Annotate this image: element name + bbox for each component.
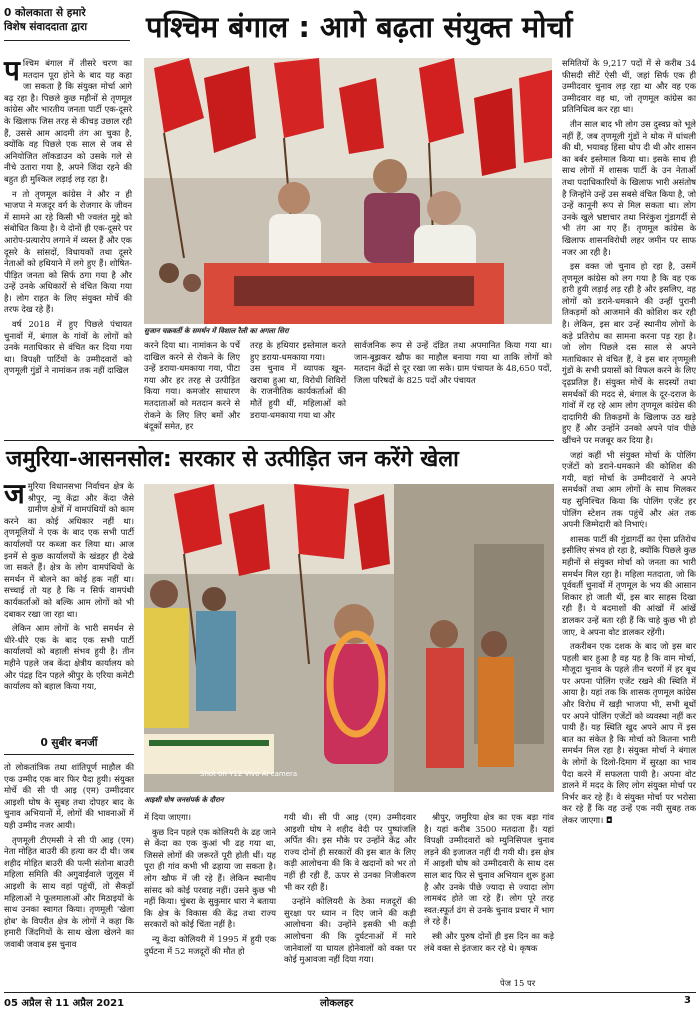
second-photo-caption: आइशी घोष जनसंपर्क के दौरान (144, 796, 224, 804)
second-headline: जमुरिया-आसनसोल: सरकार से उत्पीड़ित जन करेंगे खेला (6, 447, 459, 472)
top-story-right-col (562, 58, 696, 988)
section-divider (4, 440, 554, 441)
bottom-col1-para1: तो लोकतांत्रिक तथा शांतिपूर्ण माहौल की एक उम्मीद एक बार फिर पैदा हुयी। संयुक्त मोर्चे की सी पी आइ (एम) उम्मीदवार आइशी घोष के सुबह तथा दोपहर बाद के चुनाव अभियानों में, लोगों की भावनाओं में यही उम्मीद नजर आयी। (4, 762, 134, 830)
bottom-col1-para2: तृणमूली टीएमसी ने सी पी आइ (एम) नेता मोहित बाउरी की हत्या कर दी थी। जब शहीद मोहित बाउरी की पत्नी संतोना बाउरी महिला समिति की अगुवाईवाले जुलूस में आइशी के साथ वहां पहुंचीं, तो सैकड़ों महिलाओं ने फूलमालाओं और मिठाइयों के साथ उनका स्वागत किया। तृणमूली 'खेला होब' के विपरीत क्षेत्र के लोगों ने कहा कि हमारी जिंदगियों के साथ खेला खेलने का जवाबी जवाब इस चुनाव (4, 834, 134, 949)
top-story-col3: तरह के हथियार इस्तेमाल करते हुए डराया-धमकाया गया। उस चुनाव में व्यापक खून-खराबा हुआ था, विरोधी शिविरों के राजनीतिक कार्यकर्ताओं की मौतें हुयी थीं, महिलाओं को डराया-धमकाया गया था और (250, 340, 346, 420)
bottom-col4-para2: स्त्री और पुरुष दोनों ही इस दिन का कड़े लंबे वक्त से इंतजार कर रहे थे। कृषक (424, 930, 554, 953)
second-byline: 0 सुबीर बनर्जी (40, 737, 98, 749)
continued-note: पेज 15 पर (500, 978, 536, 988)
campaign-photo (144, 484, 554, 792)
footer-masthead: लोकलहर (320, 998, 354, 1009)
dropcap-j: ज (4, 477, 25, 510)
second-bottom-col3 (284, 812, 416, 990)
bottom-col4-para1: श्रीपुर, जमुरिया क्षेत्र का एक बड़ा गांव है। यहां करीब 3500 मतदाता हैं। यहां विपक्षी उम्मीदवारों को म्युनिसिपल चुनाव लड़ने की इजाजत नहीं दी गयी थी। इस क्षेत्र में आइशी घोष को उम्मीदवारी के साथ दस साल बाद फिर से चुनाव अभियान शुरू हुआ है और उनके पीछे ज्यादा से ज्यादा लोग लामबंद होते जा रहे हैं। लोग पूरे तरह स्वत:स्फूर्त ढंग से उनके चुनाव प्रचार में भाग ले रहे हैं। (424, 812, 554, 927)
right-col-para3: इस वक्त जो चुनाव हो रहा है, उसमें तृणमूल कांग्रेस को लग गया है कि वह एक हारी हुयी लड़ाई लड़ रही है और इसलिए, वह लोगों को डराने-धमकाने की उन्हीं पुरानी तिकड़मों को आजमाने की कोशिश कर रही है। लेकिन, इस बार उन्हें स्थानीय लोगों के कड़े प्रतिरोध का सामना करना पड़ रहा है। जो लोग पिछले दस साल से अपने मताधिकार से वंचित हैं, वे इस बार तृणमूली गुंडों के सभी प्रयासों को विफल करने के लिए दृढ़प्रतिज्ञ हैं। संयुक्त मोर्चे के सदस्यों तथा समर्थकों की मदद से, बंगाल के दूर-दराज के गांवों में रह रहे आम लोग तृणमूल कांग्रेस की दादागिरी की तिकड़मों के खिलाफ उठ खड़े हुए हैं और उन्होंने उनको अपने पांव पीछे खींचने पर मजबूर कर दिया है। (562, 261, 696, 445)
top-story-col2: करने दिया था। नामांकन के पर्चे दाखिल करने से रोकने के लिए उन्हें डराया-धमकाया गया, पीटा गया और हर तरह से उत्पीड़ित किया गया। कमजोर साधारण मतदाताओं को मतदान करने से रोकने के लिए लिए बमों और बंदूकों समेत, हर (144, 340, 240, 432)
photo-watermark: Shot on Y12 Vivo AI camera (200, 770, 298, 778)
bottom-col2-para1: में दिया जाएगा। (144, 812, 192, 822)
bottom-col2-para3: न्यू केंदा कोलियरी में 1995 में हुयी एक दुर्घटना में 52 मजदूरों की मौत हो (144, 933, 276, 956)
rally-photo-graphic (144, 58, 552, 324)
top-byline (4, 6, 130, 34)
right-col-para4: जहां कहीं भी संयुक्त मोर्चा के पोलिंग एजेंटों को डराने-धमकाने की कोशिश की गयी, वहां मोर्चा के उम्मीदवारों ने अपने समर्थकों तथा आम लोगों के साथ मिलकर यह सुनिश्चित किया कि पोलिंग एजेंट हर पोलिंग स्टेशन तक पहुंचें और अंत तक अपनी जिम्मेदारी को निभाएं। (562, 449, 696, 530)
second-bottom-col2 (144, 812, 276, 990)
bottom-col3-para2: उन्होंने कोलियरी के ठेका मजदूरों की सुरक्षा पर ध्यान न दिए जाने की कड़ी आलोचना की। उन्होंने इसकी भी कड़ी आलोचना की कि दुर्घटनाओं में मारे जानेवालों या घायल होनेवालों को वक्त पर कोई मुआवजा नहीं दिया गया। (284, 896, 416, 965)
top-col1-para2: न तो तृणमूल कांग्रेस ने और न ही भाजपा ने मजदूर वर्ग के रोजगार के जीवन में सामने आ रहे किसी भी ज्वलंत मुद्दे को संबोधित किया है। ये दोनों ही एक-दूसरे पर आरोप-प्रत्यारोप लगाने में व्यस्त हैं और एक दूसरे के सांसदों, विधायकों तथा दूसरे नेताओं को हथियाने में लगे हुए हैं। शोषित-पीड़ित जनता को सिर्फ ठगा गया है और उन्हें उनके अधिकारों से वंचित किया गया है। लोग राहत के लिए संयुक्त मोर्चे की तरफ देख रहे हैं। (4, 188, 132, 315)
top-photo-caption: सुजान चक्रवर्ती के समर्थन में विशाल रैली का अगला सिरा (144, 327, 289, 335)
second-story-left-col (4, 477, 134, 707)
second-left-para2: लेकिन आम लोगों के भारी समर्थन से धीरे-धीरे एक के बाद एक सभी पार्टी कार्यालयों को बहाली संभव हुयी है। तीन महीने पहले जब केंदा क्षेत्रीय कार्यालय को और पंद्रह दिन पहले श्रीपुर के एरिया कमेटी कार्यालय को बहाल किया गया, (4, 623, 134, 692)
byline-line1: 0 कोलकाता से हमारे (4, 7, 86, 19)
footer-rule (4, 992, 696, 993)
top-col1-para1: श्चिम बंगाल में तीसरे चरण का मतदान पूरा होने के बाद यह कहा जा सकता है कि संयुक्त मोर्चा आगे बढ़ रहा है। पिछले कुछ महीनों से तृणमूल कांग्रेस और भारतीय जनता पार्टी एक-दूसरे के खिलाफ जिस तरह से कीचड़ उछाल रही हैं, उससे आम आदमी तंग आ चुका है, क्योंकि वह पिछले एक साल से जब से अनियोजित लॉकडाउन को उसके गले से नीचे उतारा गया है, अपने जिंदा रहने की बहुत ही मुश्किल लड़ाई लड़ रहा है। (4, 58, 132, 184)
footer-date: 05 अप्रैल से 11 अप्रैल 2021 (4, 998, 125, 1009)
second-bottom-col4 (424, 812, 554, 980)
right-col-para6: तकरीबन एक दशक के बाद जो इस बार पहली बार हुआ है वह यह है कि वाम मोर्चा, मौजूदा चुनाव के पहले तीन चरणों में हर बूथ पर अपना पोलिंग एजेंट रखने की स्थिति में आया है। यहां तक कि शासक तृणमूल कांग्रेस और विरोध में खड़ी भाजपा भी, सभी बूथों पर अपने पोलिंग एजेंटों को व्यवस्था नहीं कर पायी हैं। यह स्थिति खुद अपने आप में इस बात का संकेत है कि मोर्चा को कितना भारी समर्थन मिल रहा है। संयुक्त मोर्चा ने बंगाल के लोगों के दिलो-दिमाग में सुरक्षा का भाव पैदा करने में सफलता पायी है। अपना वोट डालने में मदद के लिए लोग संयुक्त मोर्चा पर निर्भर कर रहे हैं। वे संयुक्त मोर्चा पर भरोसा कर रहे हैं कि वह उन्हें एक नयी सुबह तक लेकर जाएगा। ◘ (562, 641, 696, 825)
byline-rule (4, 40, 130, 41)
campaign-photo-graphic (144, 484, 554, 792)
top-headline: पश्चिम बंगाल : आगे बढ़ता संयुक्त मोर्चा (146, 10, 573, 44)
byline2-rule (4, 754, 134, 755)
byline-line2: विशेष संवाददाता द्वारा (4, 21, 88, 33)
right-col-para2: तीन साल बाद भी लोग उस दुस्वप्न को भूले नहीं हैं, जब तृणमूली गुंडों ने थोक में धांधली की थी, भयावह हिंसा थोप दी थी और शासन का बर्बर इस्तेमाल किया था। इसके साथ ही साथ लोगों में शासक पार्टी के उन नेताओं तथा पदाधिकारियों के खिलाफ भारी असंतोष है जिन्होंने उन्हें उस सबसे वंचित किया है, जो उन्हें कानूनी रूप से मिल सकता था। लोग उनके खुले भ्रष्टाचार तथा निरंकुश गुंडागर्दी से भी तंग आ गए हैं। तृणमूल कांग्रेस के खिलाफ शासनविरोधी लहर जमीन पर साफ नजर आ रही है। (562, 118, 696, 257)
end-mark: ◘ (605, 815, 613, 825)
top-col1-para3: वर्ष 2018 में हुए पिछले पंचायत चुनावों में, बंगाल के गांवों के लोगों को उनके मताधिकार से वंचित कर दिया गया था। विपक्षी पार्टियों के उम्मीदवारों को तृणमूली गुंडों ने नामांकन तक नहीं दाखिल (4, 319, 132, 376)
second-bottom-col1 (4, 762, 134, 990)
page-number: 3 (684, 995, 691, 1006)
bottom-col3-para1: गयी थी। सी पी आइ (एम) उम्मीदवार आइशी घोष ने शहीद वेदी पर पुष्पांजलि अर्पित की। इस मौके पर उन्होंने केंद्र और राज्य दोनों ही सरकारों की इस बात के लिए कड़ी आलोचना की कि वे खदानों को भर तो नहीं ही रही हैं, ऊपर से उनका निजीकरण भी कर रही हैं। (284, 812, 416, 892)
top-story-col1 (4, 54, 132, 376)
bottom-col2-para2: कुछ दिन पहले एक कोलियरी के ढह जाने से केंदा का एक कुआं भी ढह गया था, जिससे लोगों की जरूरतें पूरी होती थीं। यह पूरा ही गांव कभी भी ढहाया जा सकता है। लोग खौफ में जी रहे हैं। लेकिन स्थानीय सांसद को कोई परवाह नहीं। उसने कुछ भी नहीं किया। चुंबरा के सुकुमार धारा ने बताया कि क्षेत्र के विकास की केंद्र तथा राज्य सरकारों को कोई चिंता नहीं है। (144, 826, 276, 930)
right-col-para5: शासक पार्टी की गुंडागर्दी का ऐसा प्रतिरोध इसीलिए संभव हो रहा है, क्योंकि पिछले कुछ महीनों से संयुक्त मोर्चा को जनता का भारी समर्थन मिल रहा है। महिला मतदाता, जो कि पूर्ववर्ती चुनावों में तृणमूल के भय की आसान शिकार हो जाती थीं, इस बार साहस दिखा रही हैं। ये बदमाशों की आंखों में आंखें डालकर उन्हें बता रही हैं कि चाहे कुछ भी हो जाए, वे अपना वोट डालकर रहेंगी। (562, 533, 696, 637)
right-col-para1: समितियों के 9,217 पदों में से करीब 34 फीसदी सीटें ऐसी थीं, जहां सिर्फ एक ही उम्मीदवार चुनाव लड़ रहा था और वह एक उम्मीदवार वह था, जो तृणमूल कांग्रेस का प्रतिनिधित्व कर रहा था। (562, 58, 696, 115)
rally-photo (144, 58, 552, 324)
top-story-col4: सार्वजनिक रूप से उन्हें दंडित तथा अपमानित किया गया था। जान-बूझकर खौफ का माहौल बनाया गया था ताकि लोगों को मतदान केंद्रों से दूर रखा जा सके। ग्राम पंचायत के 48,650 पदों, जिला परिषदों के 825 पदों और पंचायत (354, 340, 552, 385)
dropcap-p: प (4, 54, 20, 87)
second-left-para1: मुरिया विधानसभा निर्वाचन क्षेत्र के श्रीपुर, न्यू केंद्रा और केंदा जैसे ग्रामीण क्षेत्रों में वामपंथियों को काम करने का कोई अधिकार नहीं था। तृणमूलियों ने एक के बाद एक सभी पार्टी कार्यालयों पर कब्जा कर लिया था। आज इनमें से कुछ कार्यालयों के खंडहर ही देखे जा सकते हैं। क्षेत्र के लोग वामपंथियों के समर्थन में बोलने का कोई हक नहीं था। सच्चाई तो यह है कि न सिर्फ वामपंथी कार्यकर्ताओं को बल्कि आम लोगों को भी दबाकर रखा जा रहा था। (4, 481, 134, 619)
